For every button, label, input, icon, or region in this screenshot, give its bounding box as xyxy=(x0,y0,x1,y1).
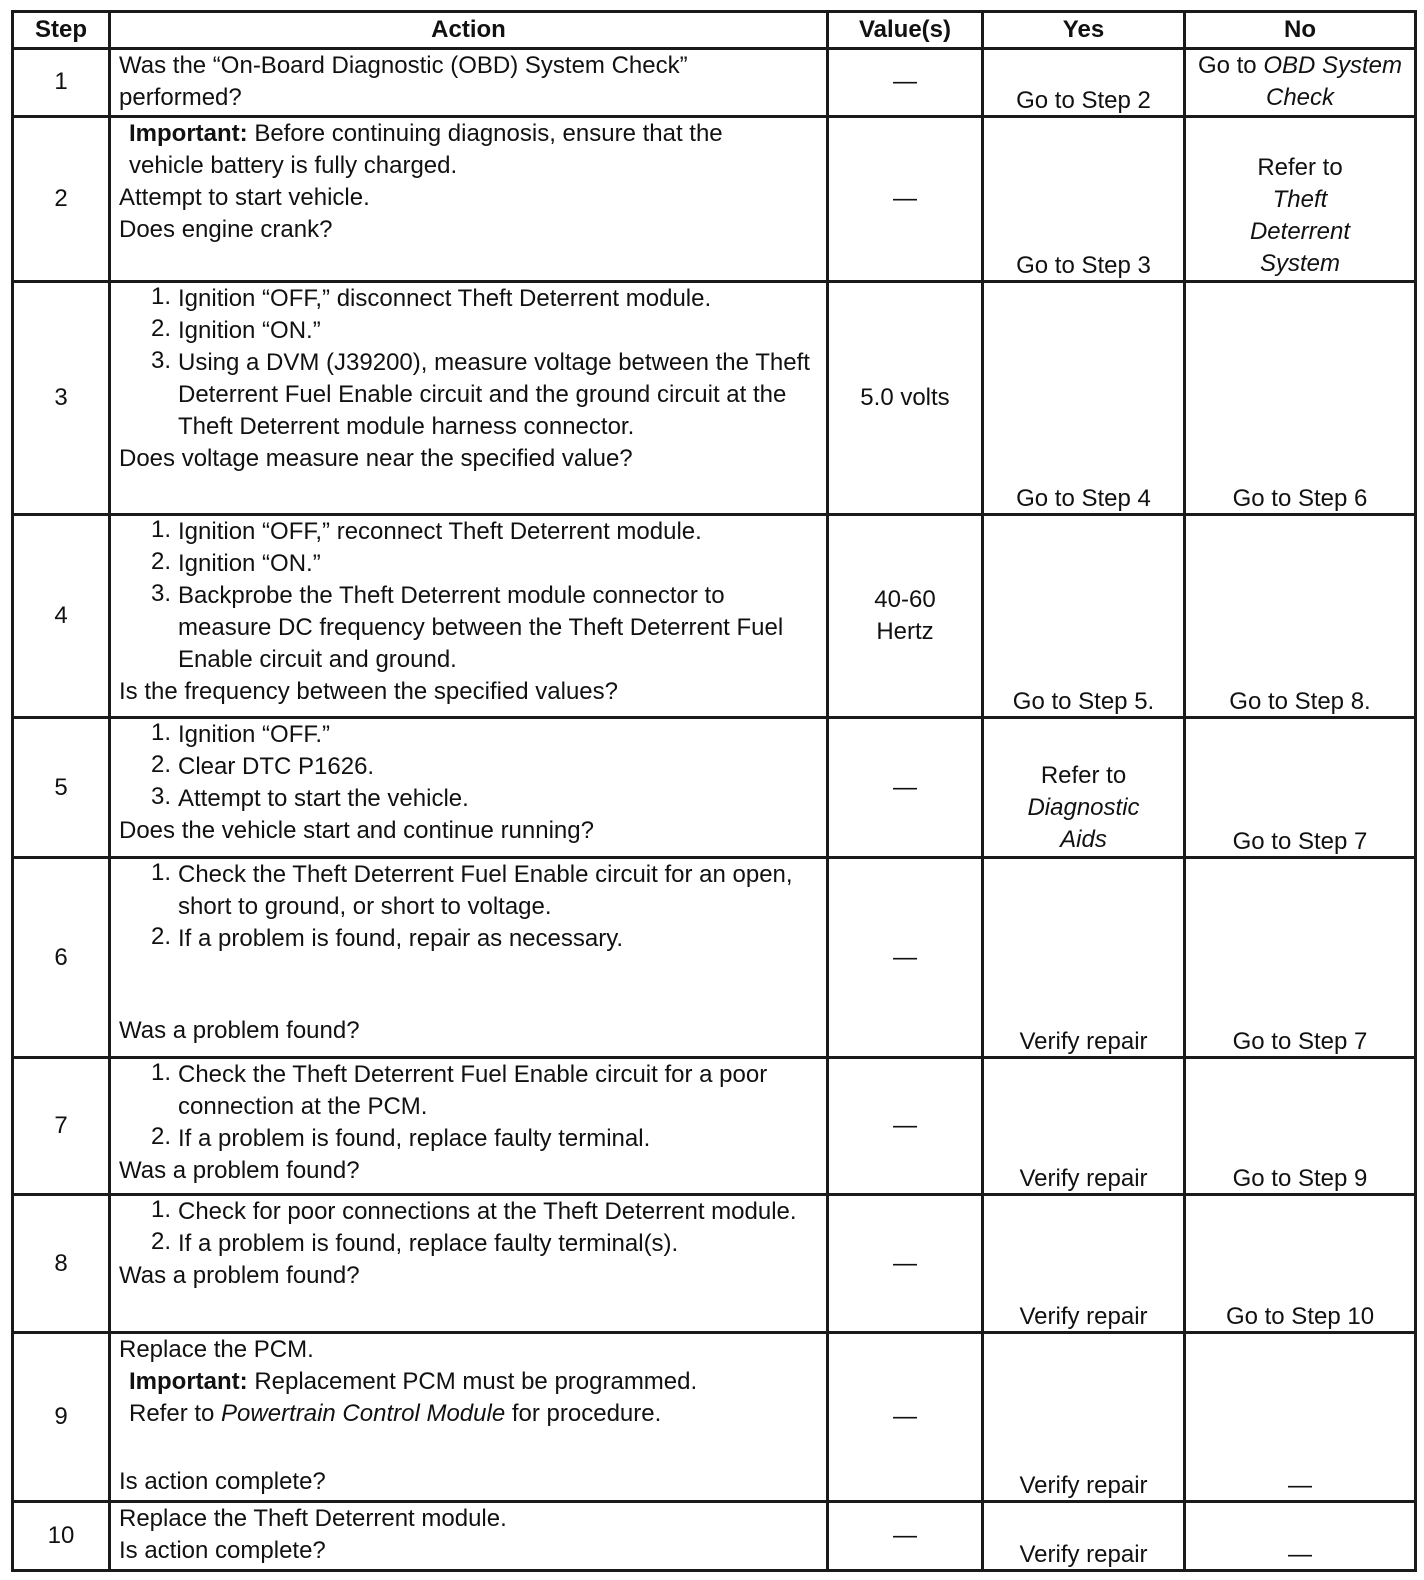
table-row xyxy=(13,1194,1416,1332)
yes-cell: Verify repair xyxy=(983,1333,1185,1502)
list-item-text: Check the Theft Deterrent Fuel Enable circuit for an open, short to ground, or short to voltage. xyxy=(178,861,793,921)
no-cell xyxy=(1185,116,1416,281)
action-cell xyxy=(110,116,828,281)
question-text: Was the “On-Board Diagnostic (OBD) System Check” performed? xyxy=(119,52,688,111)
step-number: 5 xyxy=(13,718,110,858)
list-item-text: Ignition “OFF,” reconnect Theft Deterrent module. xyxy=(178,517,702,545)
question-text: Is the frequency between the specified values? xyxy=(119,677,618,705)
value-cell: — xyxy=(828,1057,983,1194)
question-text: Does the vehicle start and continue running? xyxy=(119,817,594,845)
step-number: 2 xyxy=(13,116,110,281)
step-number: 8 xyxy=(13,1194,110,1332)
no-cell: Go to Step 9 xyxy=(1185,1057,1416,1194)
step-number: 6 xyxy=(13,858,110,1058)
table-row xyxy=(13,858,1416,1058)
value-cell: — xyxy=(828,858,983,1058)
list-item-text: Check for poor connections at the Theft Deterrent module. xyxy=(178,1197,797,1225)
reference-text xyxy=(119,1398,818,1430)
value-cell: 5.0 volts xyxy=(828,281,983,514)
question-text: Is action complete? xyxy=(119,1468,326,1496)
header-yes: Yes xyxy=(983,12,1185,49)
yes-link-text: Diagnostic xyxy=(1027,794,1140,822)
action-cell xyxy=(110,281,828,514)
important-text: Before continuing diagnosis, ensure that the vehicle battery is fully charged. xyxy=(129,119,723,179)
list-item-text: Clear DTC P1626. xyxy=(178,753,375,781)
table-row xyxy=(13,1502,1416,1571)
list-item-text: If a problem is found, replace faulty terminal(s). xyxy=(178,1229,679,1257)
list-item: 1. Ignition “OFF,” reconnect Theft Deterrent module. xyxy=(119,516,818,548)
value-cell: — xyxy=(828,49,983,117)
list-item-text: If a problem is found, replace faulty terminal. xyxy=(178,1124,651,1152)
no-cell: Go to Step 10 xyxy=(1185,1194,1416,1332)
question-text: Was a problem found? xyxy=(119,1261,360,1289)
reference-link-text: Powertrain Control Module xyxy=(221,1400,506,1428)
no-text: Refer to xyxy=(1257,153,1343,181)
list-item: 1. Check the Theft Deterrent Fuel Enable circuit for a poor connection at the PCM. xyxy=(119,1059,818,1123)
no-cell: Go to Step 6 xyxy=(1185,281,1416,514)
header-step: Step xyxy=(13,12,110,49)
important-note xyxy=(119,118,818,182)
table-row xyxy=(13,1333,1416,1502)
action-cell xyxy=(110,49,828,117)
list-item: 1. Ignition “OFF,” disconnect Theft Deterrent module. xyxy=(119,283,818,315)
list-item: 1. Ignition “OFF.” xyxy=(119,719,818,751)
list-item-text: Attempt to start the vehicle. xyxy=(178,785,469,813)
yes-cell xyxy=(983,718,1185,858)
yes-cell: Go to Step 2 xyxy=(983,49,1185,117)
value-cell: — xyxy=(828,1502,983,1571)
question-text: Does voltage measure near the specified value? xyxy=(119,444,633,472)
table-row xyxy=(13,116,1416,281)
yes-cell: Verify repair xyxy=(983,1502,1185,1571)
no-cell: — xyxy=(1185,1502,1416,1571)
diagnostic-table xyxy=(11,10,1417,1572)
yes-text: Refer to xyxy=(1040,762,1127,790)
list-item: 1. Check for poor connections at the Theft Deterrent module. xyxy=(119,1196,818,1228)
action-cell xyxy=(110,718,828,858)
value-cell: — xyxy=(828,116,983,281)
yes-cell: Verify repair xyxy=(983,1057,1185,1194)
no-cell: Go to Step 7 xyxy=(1185,718,1416,858)
instruction-text: Attempt to start vehicle. xyxy=(119,183,370,211)
question-text: Is action complete? xyxy=(119,1537,326,1565)
action-cell xyxy=(110,1194,828,1332)
value-cell xyxy=(828,514,983,718)
action-cell xyxy=(110,514,828,718)
question-text: Was a problem found? xyxy=(119,1156,360,1184)
header-value: Value(s) xyxy=(828,12,983,49)
important-note xyxy=(119,1366,818,1398)
value-cell: — xyxy=(828,718,983,858)
action-cell xyxy=(110,858,828,1058)
action-cell xyxy=(110,1502,828,1571)
list-item-text: Ignition “OFF,” disconnect Theft Deterrent module. xyxy=(178,284,712,312)
step-number: 9 xyxy=(13,1333,110,1502)
no-cell: Go to Step 7 xyxy=(1185,858,1416,1058)
yes-cell: Go to Step 4 xyxy=(983,281,1185,514)
list-item: 2. Ignition “ON.” xyxy=(119,315,818,347)
reference-prefix: Refer to xyxy=(129,1400,222,1428)
list-item: 2. If a problem is found, replace faulty terminal. xyxy=(119,1123,818,1155)
step-number: 4 xyxy=(13,514,110,718)
list-item-text: Using a DVM (J39200), measure voltage between the Theft Deterrent Fuel Enable circuit and the ground circuit at the Theft Deterrent module harness connector. xyxy=(178,348,810,440)
action-cell xyxy=(110,1333,828,1502)
important-label: Important: xyxy=(129,1368,248,1396)
list-item: 2. Ignition “ON.” xyxy=(119,548,818,580)
no-text: Go to xyxy=(1197,52,1264,80)
table-row xyxy=(13,49,1416,117)
list-item-text: Ignition “ON.” xyxy=(178,316,321,344)
list-item: 2. If a problem is found, replace faulty terminal(s). xyxy=(119,1228,818,1260)
action-cell xyxy=(110,1057,828,1194)
yes-link-text: Aids xyxy=(1060,826,1107,854)
list-item: 3. Backprobe the Theft Deterrent module connector to measure DC frequency between the Theft Deterrent Fuel Enable circuit and ground. xyxy=(119,580,818,676)
header-no: No xyxy=(1185,12,1416,49)
list-item-text: Backprobe the Theft Deterrent module connector to measure DC frequency between the Theft Deterrent Fuel Enable circuit and ground. xyxy=(178,581,784,673)
reference-suffix: for procedure. xyxy=(505,1400,662,1428)
step-number: 1 xyxy=(13,49,110,117)
spacer xyxy=(119,1430,818,1466)
list-item-text: Check the Theft Deterrent Fuel Enable circuit for a poor connection at the PCM. xyxy=(178,1060,768,1120)
no-cell: Go to Step 8. xyxy=(1185,514,1416,718)
no-link-text: OBD System Check xyxy=(1263,52,1403,112)
value-unit: Hertz xyxy=(876,617,934,645)
header-action: Action xyxy=(110,12,828,49)
no-link-text: System xyxy=(1259,249,1340,277)
yes-cell: Verify repair xyxy=(983,1194,1185,1332)
step-number: 3 xyxy=(13,281,110,514)
table-row xyxy=(13,514,1416,718)
important-text: Replacement PCM must be programmed. xyxy=(247,1368,698,1396)
list-item-text: If a problem is found, repair as necessary. xyxy=(178,925,624,953)
yes-cell: Verify repair xyxy=(983,858,1185,1058)
question-text: Does engine crank? xyxy=(119,215,333,243)
value-cell: — xyxy=(828,1333,983,1502)
step-number: 10 xyxy=(13,1502,110,1571)
table-row xyxy=(13,718,1416,858)
yes-cell: Go to Step 3 xyxy=(983,116,1185,281)
value-cell: — xyxy=(828,1194,983,1332)
list-item: 2. If a problem is found, repair as necessary. xyxy=(119,923,818,955)
no-cell: — xyxy=(1185,1333,1416,1502)
list-item: 1. Check the Theft Deterrent Fuel Enable circuit for an open, short to ground, or short to voltage. xyxy=(119,859,818,923)
yes-cell: Go to Step 5. xyxy=(983,514,1185,718)
important-label: Important: xyxy=(129,119,248,147)
step-number: 7 xyxy=(13,1057,110,1194)
no-cell xyxy=(1185,49,1416,117)
instruction-text: Replace the PCM. xyxy=(119,1336,314,1364)
table-row xyxy=(13,281,1416,514)
question-text: Was a problem found? xyxy=(119,1017,360,1045)
header-row xyxy=(13,12,1416,49)
list-item-text: Ignition “OFF.” xyxy=(178,721,331,749)
spacer xyxy=(119,955,818,1015)
list-item: 3. Attempt to start the vehicle. xyxy=(119,783,818,815)
no-link-text: Deterrent xyxy=(1249,217,1351,245)
list-item: 2. Clear DTC P1626. xyxy=(119,751,818,783)
table-row xyxy=(13,1057,1416,1194)
value-text: 40-60 xyxy=(874,585,936,613)
list-item-text: Ignition “ON.” xyxy=(178,549,321,577)
list-item: 3. Using a DVM (J39200), measure voltage between the Theft Deterrent Fuel Enable circuit and the ground circuit at the Theft Deterrent module harness connector. xyxy=(119,347,818,443)
instruction-text: Replace the Theft Deterrent module. xyxy=(119,1505,507,1533)
no-link-text: Theft xyxy=(1272,185,1328,213)
